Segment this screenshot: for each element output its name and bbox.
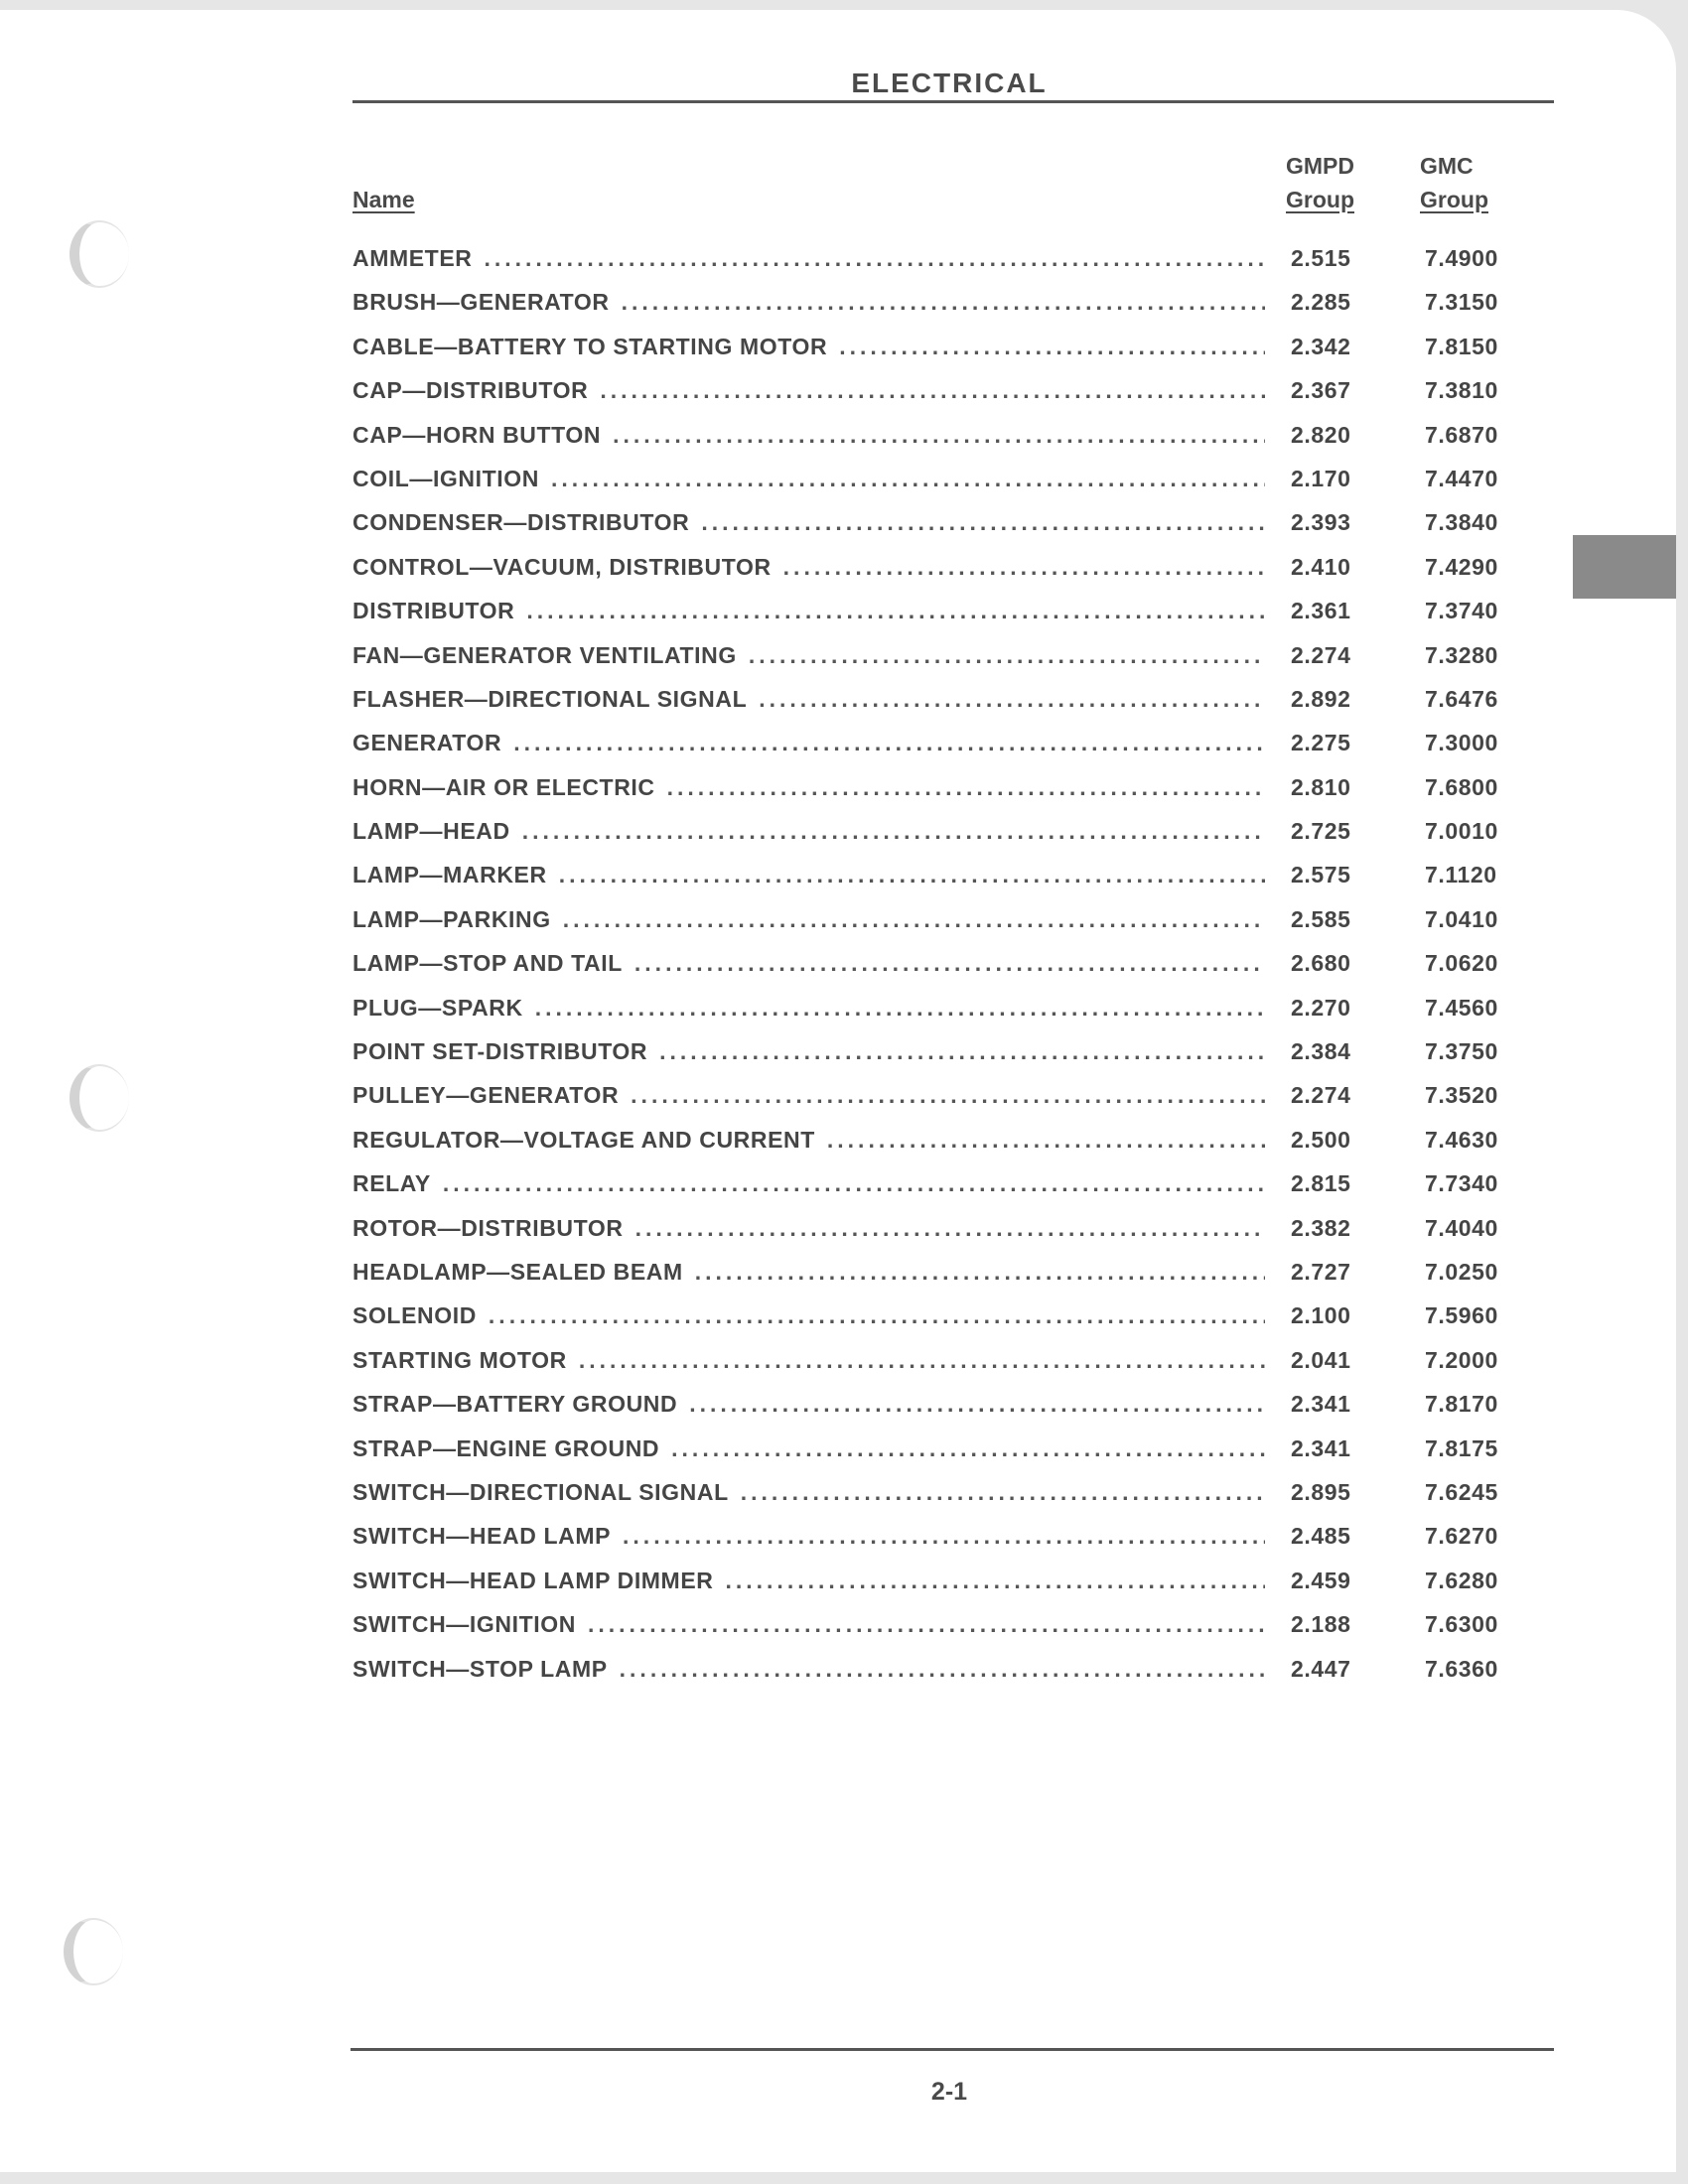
dot-leader	[588, 1611, 1265, 1638]
dot-leader	[563, 906, 1265, 933]
part-name: AMMETER	[352, 245, 473, 271]
gmc-group-value: 7.3740	[1425, 598, 1498, 624]
part-name: LAMP—MARKER	[352, 862, 547, 888]
dot-leader	[827, 1127, 1265, 1154]
table-row	[352, 906, 1504, 950]
table-row	[352, 1347, 1504, 1391]
gmpd-group-value: 2.680	[1291, 950, 1351, 977]
table-row	[352, 509, 1504, 553]
gmc-group-value: 7.4630	[1425, 1126, 1498, 1153]
table-row	[352, 1038, 1504, 1082]
dot-leader	[725, 1568, 1265, 1594]
dot-leader	[635, 1215, 1265, 1242]
dot-leader	[839, 334, 1265, 360]
dot-leader	[522, 818, 1265, 845]
table-row	[352, 422, 1504, 466]
table-row	[352, 554, 1504, 598]
gmc-group-value: 7.0250	[1425, 1258, 1498, 1285]
gmc-group-value: 7.4470	[1425, 465, 1498, 491]
gmc-group-value: 7.6300	[1425, 1611, 1498, 1638]
footer-divider	[351, 2048, 1554, 2051]
punch-hole	[64, 1918, 123, 1985]
part-name: LAMP—PARKING	[352, 905, 551, 932]
gmc-group-value: 7.8170	[1425, 1391, 1498, 1418]
gmpd-group-value: 2.100	[1291, 1302, 1351, 1329]
section-title: ELECTRICAL	[851, 68, 1048, 98]
gmpd-group-value: 2.892	[1291, 685, 1351, 712]
dot-leader	[526, 598, 1265, 624]
column-header-gmpd-line2: Group	[1286, 187, 1354, 212]
table-row	[352, 1611, 1504, 1655]
gmpd-group-value: 2.575	[1291, 862, 1351, 888]
table-row	[352, 1479, 1504, 1523]
table-row	[352, 1435, 1504, 1479]
dot-leader	[551, 466, 1265, 492]
part-name: HEADLAMP—SEALED BEAM	[352, 1258, 683, 1285]
table-row	[352, 377, 1504, 421]
table-row	[352, 1127, 1504, 1170]
part-name: ROTOR—DISTRIBUTOR	[352, 1214, 624, 1241]
table-row	[352, 1523, 1504, 1567]
table-row	[352, 1568, 1504, 1611]
dot-leader	[620, 1656, 1265, 1683]
gmc-group-value: 7.7340	[1425, 1170, 1498, 1197]
gmc-group-value: 7.6280	[1425, 1567, 1498, 1593]
dot-leader	[535, 995, 1265, 1022]
table-row	[352, 995, 1504, 1038]
gmc-group-value: 7.3520	[1425, 1082, 1498, 1109]
dot-leader	[783, 554, 1265, 581]
part-name: SWITCH—HEAD LAMP DIMMER	[352, 1567, 714, 1593]
table-row	[352, 1656, 1504, 1700]
table-row	[352, 334, 1504, 377]
column-header-name	[352, 183, 415, 216]
part-name: STARTING MOTOR	[352, 1346, 567, 1373]
part-name: RELAY	[352, 1170, 431, 1197]
gmc-group-value: 7.4560	[1425, 994, 1498, 1021]
part-name: SWITCH—IGNITION	[352, 1611, 576, 1638]
dot-leader	[443, 1170, 1265, 1197]
column-header-gmpd-group	[1286, 149, 1354, 216]
parts-list	[352, 245, 1504, 1700]
gmc-group-value: 7.6476	[1425, 685, 1498, 712]
dot-leader	[631, 1082, 1265, 1109]
table-row	[352, 1302, 1504, 1346]
gmpd-group-value: 2.515	[1291, 245, 1351, 271]
part-name: HORN—AIR OR ELECTRIC	[352, 773, 655, 800]
part-name: COIL—IGNITION	[352, 465, 539, 491]
punch-hole	[70, 1064, 129, 1132]
gmpd-group-value: 2.274	[1291, 1082, 1351, 1109]
gmpd-group-value: 2.274	[1291, 641, 1351, 668]
part-name: CAP—HORN BUTTON	[352, 421, 602, 448]
part-name: CAP—DISTRIBUTOR	[352, 377, 589, 404]
gmpd-group-value: 2.170	[1291, 465, 1351, 491]
table-row	[352, 730, 1504, 773]
table-row	[352, 862, 1504, 905]
gmpd-group-value: 2.384	[1291, 1038, 1351, 1065]
dot-leader	[695, 1259, 1265, 1286]
gmpd-group-value: 2.820	[1291, 421, 1351, 448]
table-row	[352, 818, 1504, 862]
gmc-group-value: 7.3280	[1425, 641, 1498, 668]
dot-leader	[579, 1347, 1265, 1374]
gmpd-group-value: 2.459	[1291, 1567, 1351, 1593]
part-name: STRAP—BATTERY GROUND	[352, 1391, 678, 1418]
gmc-group-value: 7.6270	[1425, 1523, 1498, 1550]
table-row	[352, 289, 1504, 333]
dot-leader	[671, 1435, 1265, 1462]
dot-leader	[689, 1391, 1265, 1418]
gmpd-group-value: 2.500	[1291, 1126, 1351, 1153]
gmc-group-value: 7.6360	[1425, 1655, 1498, 1682]
gmc-group-value: 7.6245	[1425, 1478, 1498, 1505]
document-page	[0, 10, 1676, 2172]
gmpd-group-value: 2.342	[1291, 333, 1351, 359]
gmc-group-value: 7.4040	[1425, 1214, 1498, 1241]
part-name: PLUG—SPARK	[352, 994, 523, 1021]
part-name: BRUSH—GENERATOR	[352, 289, 610, 316]
dot-leader	[600, 377, 1265, 404]
part-name: FLASHER—DIRECTIONAL SIGNAL	[352, 685, 748, 712]
part-name: SOLENOID	[352, 1302, 477, 1329]
gmc-group-value: 7.3150	[1425, 289, 1498, 316]
part-name: SWITCH—DIRECTIONAL SIGNAL	[352, 1478, 729, 1505]
gmc-group-value: 7.3750	[1425, 1038, 1498, 1065]
part-name: LAMP—STOP AND TAIL	[352, 950, 623, 977]
section-edge-tab	[1573, 535, 1676, 599]
part-name: DISTRIBUTOR	[352, 598, 515, 624]
gmpd-group-value: 2.341	[1291, 1434, 1351, 1461]
gmc-group-value: 7.8175	[1425, 1434, 1498, 1461]
column-header-gmpd-line1: GMPD	[1286, 153, 1354, 179]
title-divider	[352, 100, 1554, 103]
dot-leader	[701, 509, 1265, 536]
gmpd-group-value: 2.810	[1291, 773, 1351, 800]
part-name: CONDENSER—DISTRIBUTOR	[352, 509, 690, 536]
table-row	[352, 245, 1504, 289]
gmc-group-value: 7.5960	[1425, 1302, 1498, 1329]
gmpd-group-value: 2.895	[1291, 1478, 1351, 1505]
table-row	[352, 774, 1504, 818]
column-header-name-label: Name	[352, 187, 415, 212]
part-name: PULLEY—GENERATOR	[352, 1082, 620, 1109]
table-row	[352, 598, 1504, 641]
gmpd-group-value: 2.285	[1291, 289, 1351, 316]
gmpd-group-value: 2.341	[1291, 1391, 1351, 1418]
gmc-group-value: 7.3810	[1425, 377, 1498, 404]
table-row	[352, 1170, 1504, 1214]
part-name: SWITCH—STOP LAMP	[352, 1655, 608, 1682]
gmc-group-value: 7.4290	[1425, 553, 1498, 580]
dot-leader	[741, 1479, 1265, 1506]
gmc-group-value: 7.0010	[1425, 818, 1498, 845]
table-row	[352, 642, 1504, 686]
gmpd-group-value: 2.727	[1291, 1258, 1351, 1285]
dot-leader	[489, 1302, 1265, 1329]
gmpd-group-value: 2.382	[1291, 1214, 1351, 1241]
dot-leader	[513, 730, 1265, 756]
gmpd-group-value: 2.393	[1291, 509, 1351, 536]
dot-leader	[613, 422, 1265, 449]
dot-leader	[667, 774, 1265, 801]
gmpd-group-value: 2.815	[1291, 1170, 1351, 1197]
part-name: CABLE—BATTERY TO STARTING MOTOR	[352, 333, 828, 359]
dot-leader	[622, 289, 1265, 316]
dot-leader	[634, 950, 1265, 977]
dot-leader	[623, 1523, 1265, 1550]
dot-leader	[749, 642, 1265, 669]
gmpd-group-value: 2.447	[1291, 1655, 1351, 1682]
gmpd-group-value: 2.041	[1291, 1346, 1351, 1373]
part-name: LAMP—HEAD	[352, 818, 510, 845]
gmpd-group-value: 2.410	[1291, 553, 1351, 580]
gmc-group-value: 7.0410	[1425, 905, 1498, 932]
gmc-group-value: 7.6800	[1425, 773, 1498, 800]
column-header-gmc-line1: GMC	[1420, 153, 1474, 179]
table-row	[352, 1259, 1504, 1302]
dot-leader	[484, 245, 1265, 272]
dot-leader	[759, 686, 1265, 713]
gmc-group-value: 7.6870	[1425, 421, 1498, 448]
gmc-group-value: 7.8150	[1425, 333, 1498, 359]
gmc-group-value: 7.1120	[1425, 862, 1497, 888]
table-row	[352, 1215, 1504, 1259]
table-row	[352, 466, 1504, 509]
gmpd-group-value: 2.275	[1291, 730, 1351, 756]
punch-hole	[70, 220, 129, 288]
part-name: FAN—GENERATOR VENTILATING	[352, 641, 737, 668]
gmpd-group-value: 2.361	[1291, 598, 1351, 624]
gmpd-group-value: 2.367	[1291, 377, 1351, 404]
gmc-group-value: 7.3000	[1425, 730, 1498, 756]
gmc-group-value: 7.0620	[1425, 950, 1498, 977]
gmc-group-value: 7.2000	[1425, 1346, 1498, 1373]
column-header-gmc-group	[1420, 149, 1488, 216]
gmpd-group-value: 2.485	[1291, 1523, 1351, 1550]
dot-leader	[659, 1038, 1265, 1065]
gmc-group-value: 7.3840	[1425, 509, 1498, 536]
part-name: SWITCH—HEAD LAMP	[352, 1523, 612, 1550]
dot-leader	[559, 862, 1265, 888]
part-name: STRAP—ENGINE GROUND	[352, 1434, 660, 1461]
part-name: CONTROL—VACUUM, DISTRIBUTOR	[352, 553, 772, 580]
column-header-gmc-line2: Group	[1420, 187, 1488, 212]
page-number: 2-1	[930, 2078, 968, 2106]
table-row	[352, 1082, 1504, 1126]
gmc-group-value: 7.4900	[1425, 245, 1498, 271]
gmpd-group-value: 2.725	[1291, 818, 1351, 845]
gmpd-group-value: 2.270	[1291, 994, 1351, 1021]
part-name: POINT SET-DISTRIBUTOR	[352, 1038, 648, 1065]
table-row	[352, 1391, 1504, 1434]
part-name: GENERATOR	[352, 730, 502, 756]
part-name: REGULATOR—VOLTAGE AND CURRENT	[352, 1126, 815, 1153]
table-row	[352, 686, 1504, 730]
table-row	[352, 950, 1504, 994]
gmpd-group-value: 2.585	[1291, 905, 1351, 932]
gmpd-group-value: 2.188	[1291, 1611, 1351, 1638]
